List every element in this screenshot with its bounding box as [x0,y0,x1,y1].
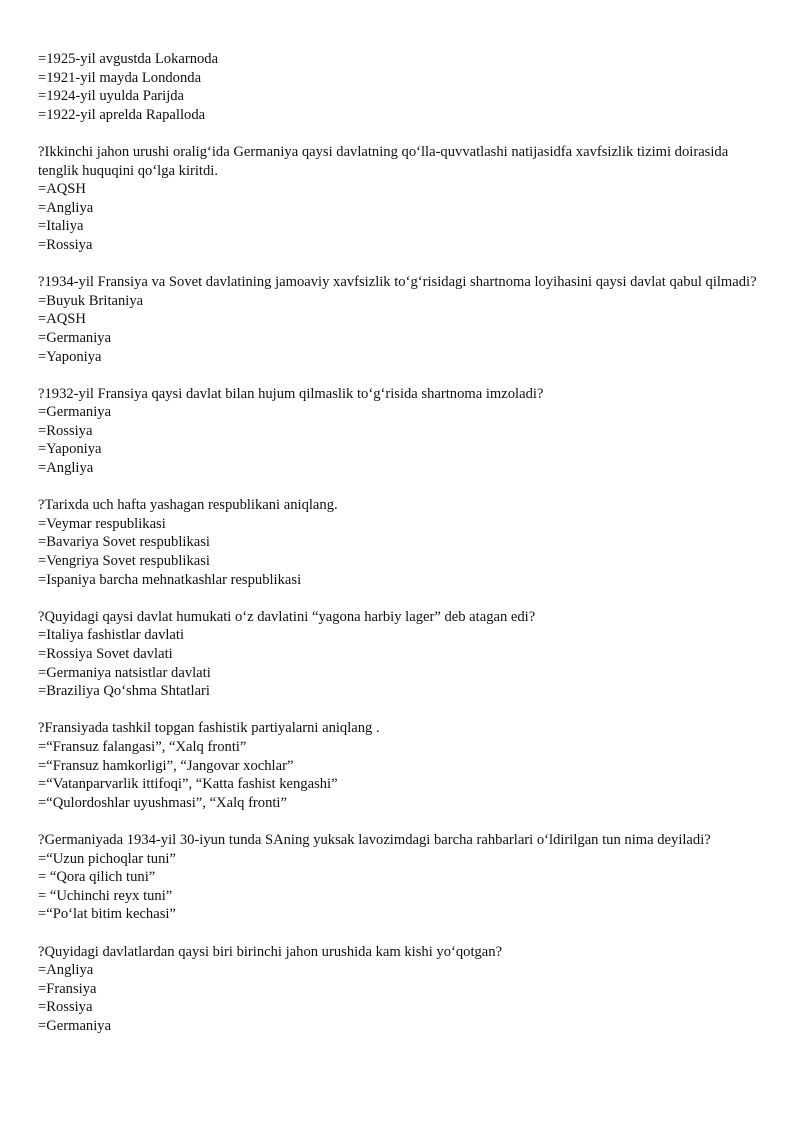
top-options-block [38,50,768,124]
answer-option: =Rossiya [38,999,93,1016]
answer-option: =“Fransuz falangasi”, “Xalq fronti” [38,738,247,755]
answer-option: =Germaniya [38,404,112,421]
document-page [38,50,768,1054]
answer-option: =1922-yil aprelda Rapalloda [38,106,206,123]
answer-option: =Fransiya [38,980,97,997]
answer-option: =Rossiya Sovet davlati [38,646,173,662]
question-block [38,385,768,478]
question-text: ?Fransiyada tashkil topgan fashistik partiyalarni aniqlang . [38,720,380,737]
answer-option: =“Qulordoshlar uyushmasi”, “Xalq fronti” [38,794,287,811]
answer-option: =Rossiya [38,236,93,253]
answer-option: =Italiya fashistlar davlati [38,627,185,644]
answer-option: =Braziliya Qo‘shma Shtatlari [38,683,210,700]
answer-option: =1925-yil avgustda Lokarnoda [38,51,219,67]
question-block [38,608,768,701]
answer-option: =Veymar respublikasi [38,515,166,532]
question-text: ?Quyidagi davlatlardan qaysi biri birinchi jahon urushida kam kishi yo‘qotgan? [38,943,503,960]
answer-option: =Buyuk Britaniya [38,292,144,309]
answer-option: =Germaniya [38,1017,112,1034]
answer-option: = “Qora qilich tuni” [38,869,156,886]
question-text: ?Germaniyada 1934-yil 30-iyun tunda SAning yuksak lavozimdagi barcha rahbarlari o‘ldirilgan tun nima deyiladi? [38,831,711,848]
answer-option: =Ispaniya barcha mehnatkashlar respublikasi [38,571,302,588]
answer-option: =“Vatanparvarlik ittifoqi”, “Katta fashist kengashi” [38,776,338,793]
answer-option: =AQSH [38,181,86,198]
answer-option: =Angliya [38,199,94,216]
question-block [38,496,768,589]
answer-option: = “Uchinchi reyx tuni” [38,887,173,904]
answer-option: =“Po‘lat bitim kechasi” [38,906,176,923]
question-text: ?1932-yil Fransiya qaysi davlat bilan hujum qilmaslik to‘g‘risida shartnoma imzoladi? [38,385,544,402]
question-text: ?Ikkinchi jahon urushi oralig‘ida Germaniya qaysi davlatning qo‘lla-quvvatlashi natijasidfa xavfsizlik tizimi doirasida tenglik huquqini qo‘lga kiritdi. [38,143,732,179]
answer-option: =Bavariya Sovet respublikasi [38,534,210,551]
question-text: ?1934-yil Fransiya va Sovet davlatining jamoaviy xavfsizlik to‘g‘risidagi shartnoma loyihasini qaysi davlat qabul qilmadi? [38,274,757,291]
answer-option: =Germaniya natsistlar davlati [38,664,211,681]
question-block [38,143,768,255]
question-text: ?Tarixda uch hafta yashagan respublikani aniqlang. [38,497,338,514]
answer-option: =Angliya [38,962,94,979]
answer-option: =Yaponiya [38,441,102,458]
answer-option: =Yaponiya [38,348,102,365]
answer-option: =1921-yil mayda Londonda [38,69,202,86]
question-block [38,943,768,1036]
question-block [38,273,768,366]
answer-option: =Vengriya Sovet respublikasi [38,553,210,570]
answer-option: =“Fransuz hamkorligi”, “Jangovar xochlar” [38,757,294,774]
answer-option: =Italiya [38,218,84,235]
question-text: ?Quyidagi qaysi davlat humukati o‘z davlatini “yagona harbiy lager” deb atagan edi? [38,608,536,625]
answer-option: =Rossiya [38,422,93,439]
answer-option: =“Uzun pichoqlar tuni” [38,850,176,867]
question-block [38,719,768,812]
answer-option: =Germaniya [38,329,112,346]
answer-option: =1924-yil uyulda Parijda [38,88,185,105]
question-block [38,831,768,924]
answer-option: =Angliya [38,460,94,477]
answer-option: =AQSH [38,311,86,328]
